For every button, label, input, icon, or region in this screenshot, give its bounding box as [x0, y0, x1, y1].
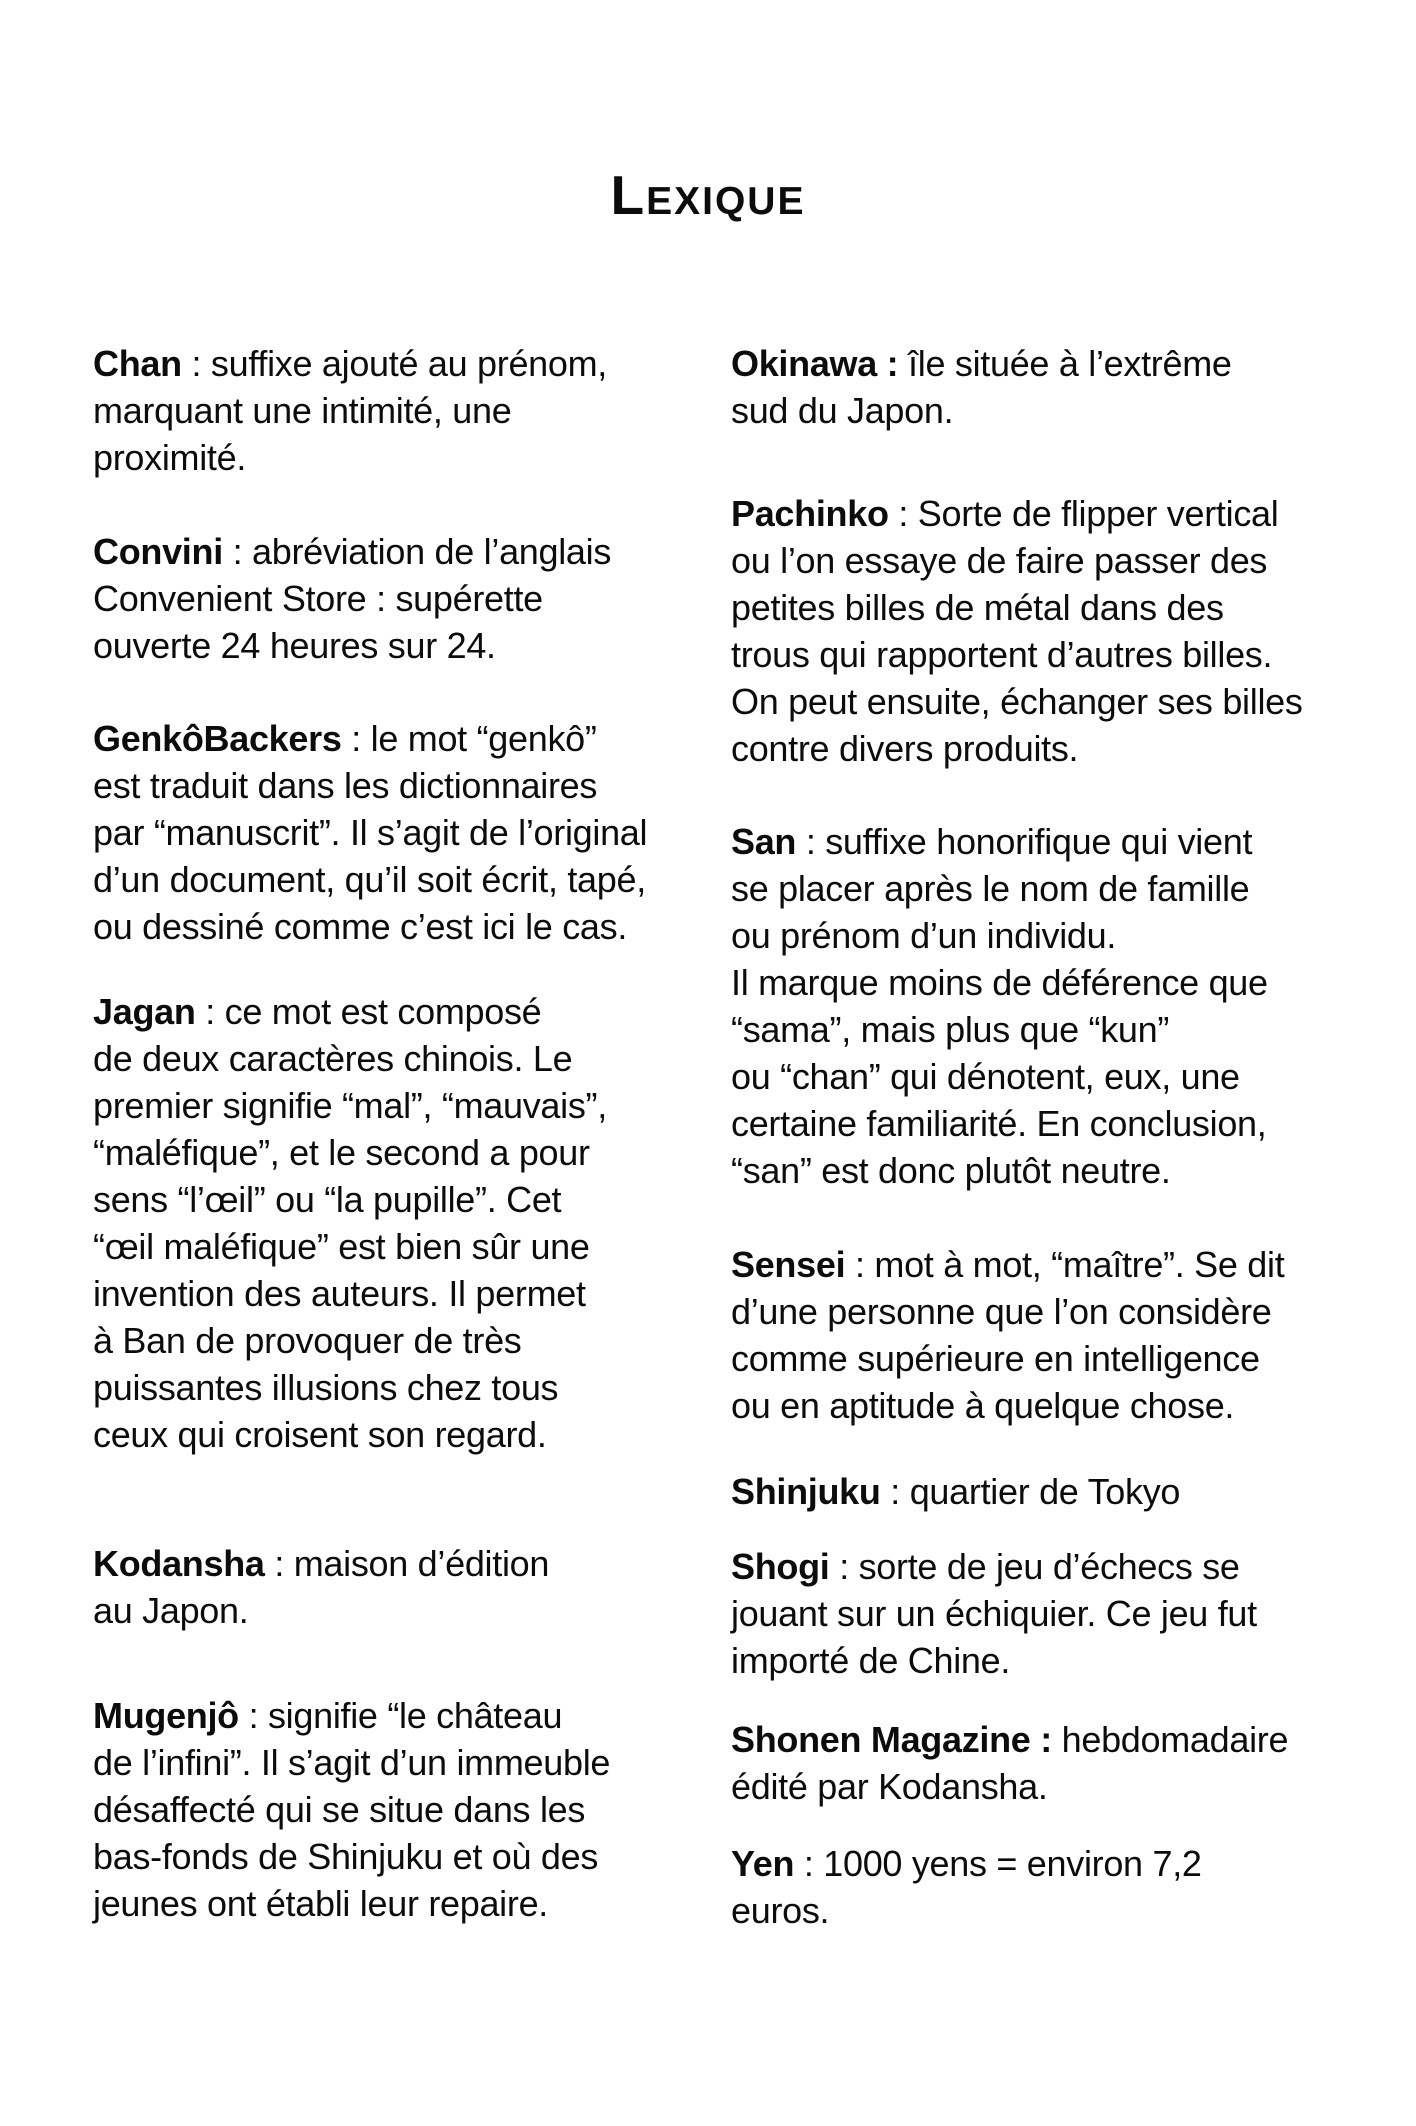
entry-definition: : suffixe ajouté au prénom, marquant une intimité, une proximité. [93, 343, 608, 478]
entry-term: Shonen Magazine : [731, 1719, 1052, 1760]
entry-definition: : le mot “genkô” est traduit dans les dictionnaires par “manuscrit”. Il s’agit de l’original d’un document, qu’il soit écrit, tapé, ou dessiné comme c’est ici le cas. [93, 718, 648, 947]
entry-definition: : sorte de jeu d’échecs se jouant sur un échiquier. Ce jeu fut importé de Chine. [731, 1546, 1257, 1681]
glossary-entry [731, 1716, 1353, 1810]
glossary-entry [731, 818, 1353, 1194]
entry-term: Convini [93, 531, 223, 572]
entry-definition: île située à l’extrême sud du Japon. [731, 343, 1232, 431]
glossary-entry [93, 340, 685, 481]
entry-definition: : suffixe honorifique qui vient se placer après le nom de famille ou prénom d’un individu. Il marque moins de déférence que “sama”, mais plus que “kun” ou “chan” qui dénotent, eux, une certaine familiarité. En conclusion, “san” est donc plutôt neutre. [731, 821, 1268, 1191]
glossary-entry [731, 1241, 1353, 1429]
entry-term: Sensei [731, 1244, 846, 1285]
entry-term: Pachinko [731, 493, 889, 534]
entry-definition: : 1000 yens = environ 7,2 euros. [731, 1843, 1202, 1931]
entry-term: Shinjuku [731, 1471, 881, 1512]
entry-definition: : abréviation de l’anglais Convenient Store : supérette ouverte 24 heures sur 24. [93, 531, 612, 666]
entry-definition: : signifie “le château de l’infini”. Il s’agit d’un immeuble désaffecté qui se situe dans les bas-fonds de Shinjuku et où des jeunes ont établi leur repaire. [93, 1695, 611, 1924]
glossary-entry [731, 490, 1353, 772]
entry-term: Jagan [93, 991, 196, 1032]
glossary-entry [93, 1540, 685, 1634]
entry-definition: : maison d’édition au Japon. [93, 1543, 550, 1631]
entry-term: Kodansha [93, 1543, 265, 1584]
glossary-entry [93, 1692, 685, 1927]
entry-term: Chan [93, 343, 182, 384]
glossary-entry [731, 340, 1353, 434]
glossary-entry [731, 1468, 1353, 1515]
page-title: Lexique [610, 164, 806, 226]
glossary-column-left [93, 340, 685, 1934]
entry-term: Okinawa : [731, 343, 899, 384]
entry-term: GenkôBackers [93, 718, 342, 759]
entry-term: San [731, 821, 797, 862]
glossary-entry [93, 715, 685, 950]
entry-definition: : ce mot est composé de deux caractères chinois. Le premier signifie “mal”, “mauvais”, “maléfique”, et le second a pour sens “l’œil” ou “la pupille”. Cet “œil maléfique” est bien sûr une invention des auteurs. Il permet à Ban de provoquer de très puissantes illusions chez tous ceux qui croisent son regard. [93, 991, 607, 1455]
glossary-entry [731, 1543, 1353, 1684]
entry-definition: : mot à mot, “maître”. Se dit d’une personne que l’on considère comme supérieure en intelligence ou en aptitude à quelque chose. [731, 1244, 1285, 1426]
entry-definition: : Sorte de flipper vertical ou l’on essaye de faire passer des petites billes de métal dans des trous qui rapportent d’autres billes. On peut ensuite, échanger ses billes contre divers produits. [731, 493, 1303, 769]
entry-definition: hebdomadaire édité par Kodansha. [731, 1719, 1289, 1807]
glossary-column-right [731, 340, 1353, 1934]
glossary-entry [93, 528, 685, 669]
glossary-entry [93, 988, 685, 1458]
entry-term: Yen [731, 1843, 795, 1884]
entry-definition: : quartier de Tokyo [880, 1471, 1181, 1512]
glossary-columns [93, 340, 1353, 1934]
entry-term: Mugenjô [93, 1695, 239, 1736]
glossary-entry [731, 1840, 1353, 1934]
entry-term: Shogi [731, 1546, 830, 1587]
